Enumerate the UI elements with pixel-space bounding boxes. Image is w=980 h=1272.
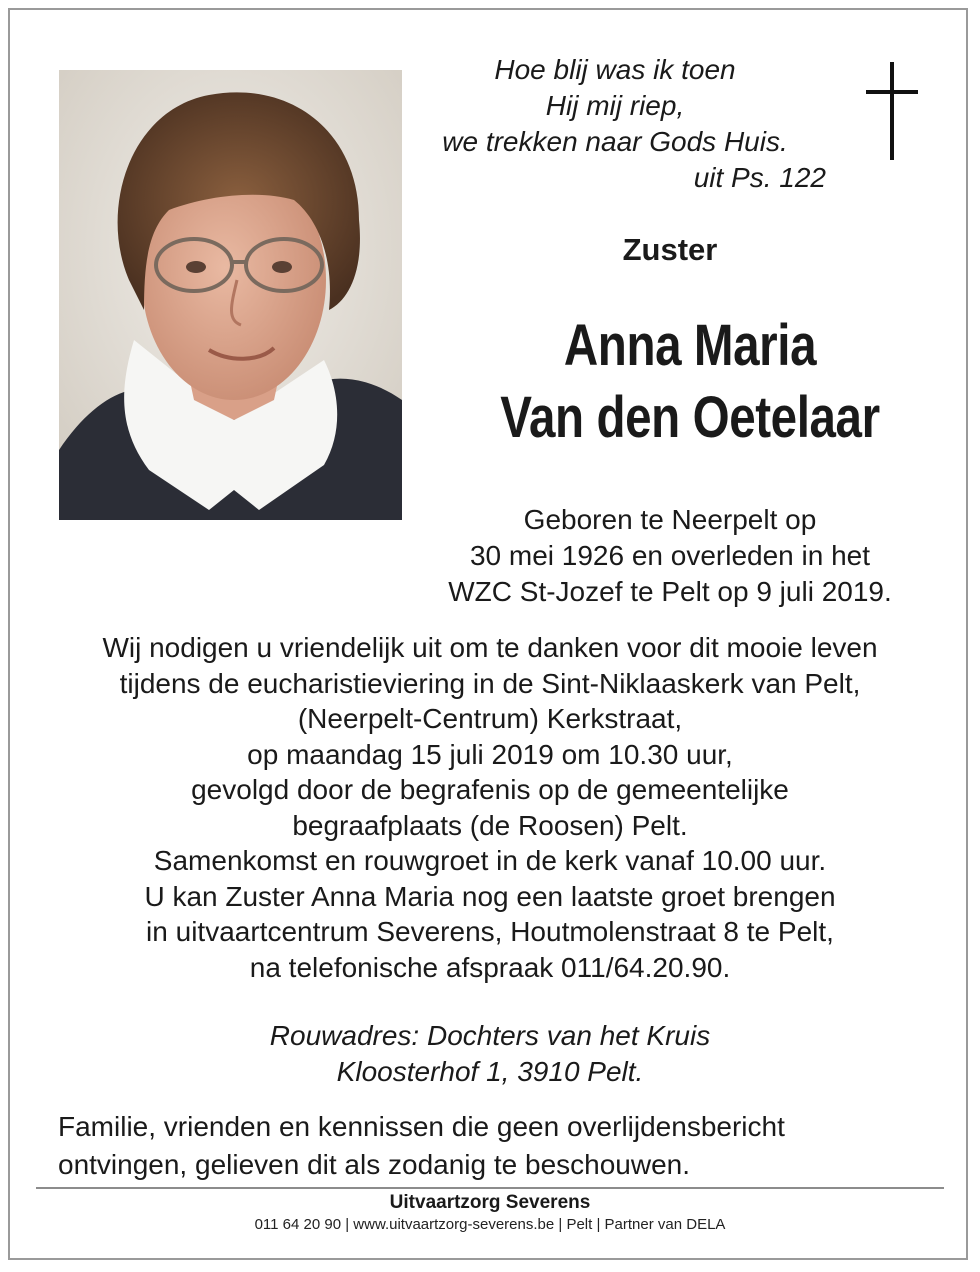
- bible-verse: [400, 52, 830, 196]
- invitation-line: na telefonische afspraak 011/64.20.90.: [249, 951, 731, 983]
- invitation-line: Wij nodigen u vriendelijk uit om te danken voor dit mooie leven: [102, 632, 878, 663]
- address-line: Rouwadres: Dochters van het Kruis: [269, 1020, 711, 1051]
- family-notice: [58, 1108, 938, 1184]
- address-line: Kloosterhof 1, 3910 Pelt.: [336, 1056, 644, 1087]
- verse-line: we trekken naar Gods Huis.: [442, 126, 788, 157]
- invitation-line: gevolgd door de begrafenis op de gemeentelijke: [191, 774, 789, 805]
- mourning-address: [40, 1018, 940, 1090]
- notice-line: Familie, vrienden en kennissen die geen overlijdensbericht: [58, 1111, 785, 1142]
- deceased-name: [469, 310, 912, 454]
- invitation-line: (Neerpelt-Centrum) Kerkstraat,: [297, 703, 683, 734]
- first-name: Anna Maria: [563, 313, 817, 378]
- born-line: 30 mei 1926 en overleden in het: [469, 540, 871, 571]
- funeral-company-info: [0, 1214, 980, 1236]
- footer-city: Pelt: [566, 1216, 593, 1233]
- invitation-line: tijdens de eucharistieviering in de Sint-Niklaaskerk van Pelt,: [119, 667, 861, 699]
- invitation-line: begraafplaats (de Roosen) Pelt.: [292, 809, 688, 841]
- footer-separator: |: [592, 1216, 605, 1233]
- birth-death-details: [400, 502, 940, 610]
- invitation-line: Samenkomst en rouwgroet in de kerk vanaf 10.00 uur.: [153, 845, 827, 876]
- footer-separator: |: [554, 1216, 567, 1233]
- invitation-line: op maandag 15 juli 2019 om 10.30 uur,: [247, 738, 733, 770]
- religious-title: Zuster: [622, 232, 718, 267]
- portrait-photo: [59, 70, 402, 520]
- funeral-company-name: Uitvaartzorg Severens: [389, 1192, 591, 1213]
- verse-line: Hoe blij was ik toen: [494, 54, 736, 85]
- last-name: Van den Oetelaar: [500, 385, 880, 450]
- funeral-invitation: [40, 630, 940, 985]
- verse-source: uit Ps. 122: [693, 162, 826, 193]
- verse-line: Hij mij riep,: [545, 90, 685, 121]
- footer-phone[interactable]: 011 64 20 90: [254, 1216, 342, 1233]
- cross-icon: [862, 62, 922, 160]
- born-line: Geboren te Neerpelt op: [523, 504, 817, 535]
- footer-partner: Partner van DELA: [604, 1216, 726, 1233]
- footer-divider: [36, 1187, 944, 1189]
- footer-separator: |: [341, 1216, 354, 1233]
- born-line: WZC St-Jozef te Pelt op 9 juli 2019.: [448, 576, 892, 607]
- notice-line: ontvingen, gelieven dit als zodanig te beschouwen.: [58, 1149, 690, 1180]
- invitation-line: in uitvaartcentrum Severens, Houtmolenstraat 8 te Pelt,: [146, 916, 834, 947]
- invitation-line: U kan Zuster Anna Maria nog een laatste groet brengen: [144, 880, 836, 912]
- footer-website-link[interactable]: www.uitvaartzorg-severens.be: [353, 1216, 555, 1233]
